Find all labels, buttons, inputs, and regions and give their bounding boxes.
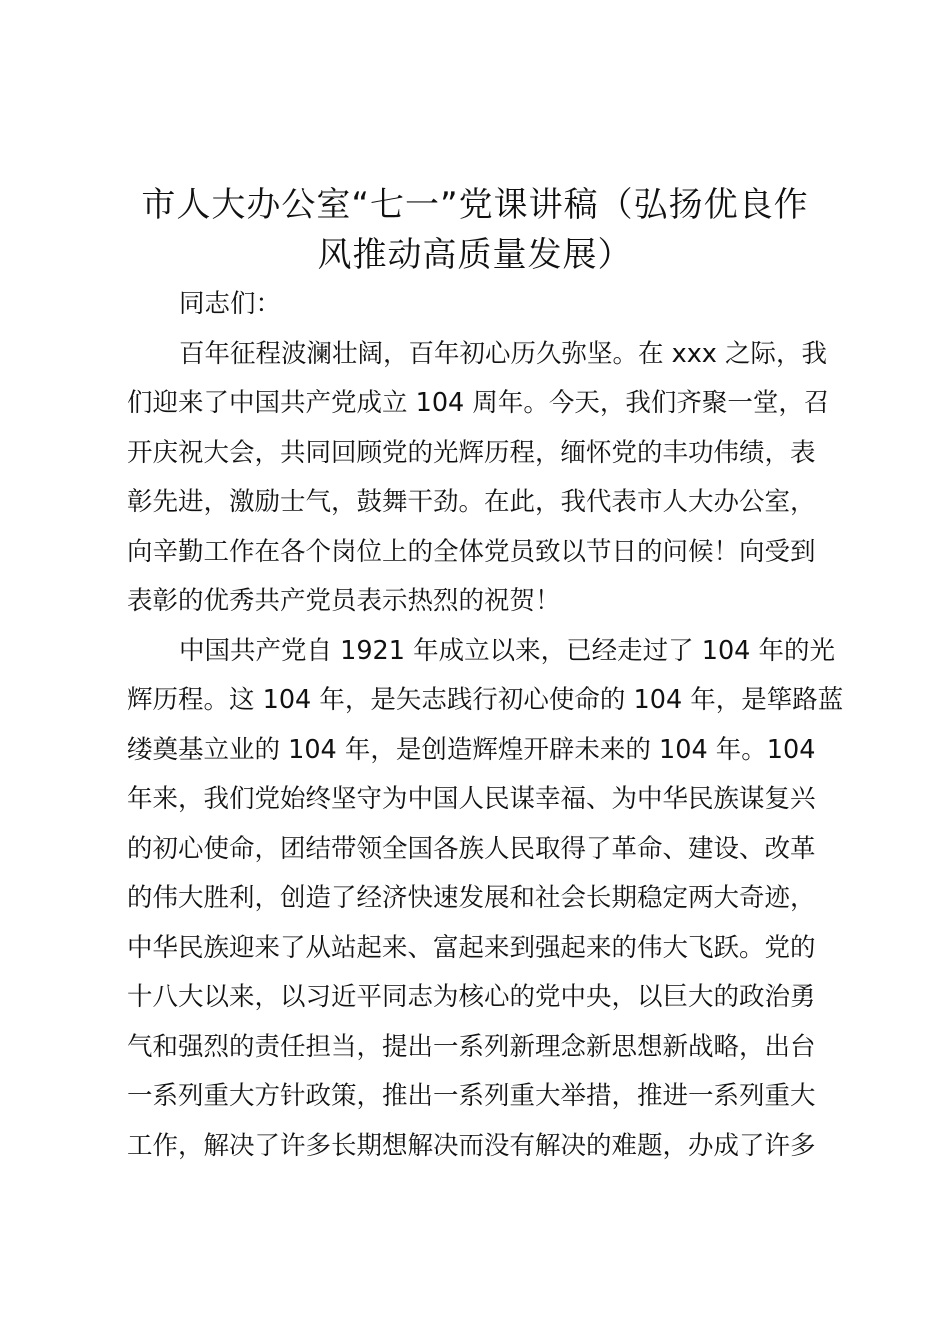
title-line-1: 市人大办公室“七一”党课讲稿（弘扬优良作 [141,185,809,225]
paragraph-2-line: 年来，我们党始终坚守为中国人民谋幸福、为中华民族谋复兴 [127,784,816,814]
paragraph-2-line: 中国共产党自 1921 年成立以来，已经走过了 104 年的光 [179,635,835,666]
paragraph-1-line: 们迎来了中国共产党成立 104 周年。今天，我们齐聚一堂，召 [127,388,830,418]
document-title [100,180,850,280]
paragraph-1-line: 开庆祝大会，共同回顾党的光辉历程，缅怀党的丰功伟绩，表 [127,437,816,468]
paragraph-1-line: 向辛勤工作在各个岗位上的全体党员致以节日的问候！向受到 [127,536,816,567]
paragraph-2-line: 一系列重大方针政策，推出一系列重大举措，推进一系列重大 [127,1081,816,1111]
paragraph-2-line: 气和强烈的责任担当，提出一系列新理念新思想新战略，出台 [127,1031,816,1062]
paragraph-1-line: 百年征程波澜壮阔，百年初心历久弥坚。在 xxx 之际，我 [179,338,827,369]
paragraph-2-line: 缕奠基立业的 104 年，是创造辉煌开辟未来的 104 年。104 [127,734,816,765]
document-body [127,280,844,1171]
title-line-2: 风推动高质量发展） [317,235,633,275]
paragraph-2-line: 的伟大胜利，创造了经济快速发展和社会长期稳定两大奇迹， [127,883,816,913]
paragraph-2-line: 工作，解决了许多长期想解决而没有解决的难题，办成了许多 [127,1130,816,1161]
paragraph-2-line: 中华民族迎来了从站起来、富起来到强起来的伟大飞跃。党的 [127,932,816,963]
salutation: 同志们： [179,289,282,319]
paragraph-1-line: 表彰的优秀共产党员表示热烈的祝贺！ [127,586,561,616]
paragraph-2-line: 的初心使命，团结带领全国各族人民取得了革命、建设、改革 [127,833,816,864]
paragraph-1-line: 彰先进，激励士气，鼓舞干劲。在此，我代表市人大办公室， [127,487,816,517]
paragraph-2-line: 辉历程。这 104 年，是矢志践行初心使命的 104 年，是筚路蓝 [127,685,844,715]
paragraph-2-line: 十八大以来，以习近平同志为核心的党中央，以巨大的政治勇 [127,982,816,1012]
